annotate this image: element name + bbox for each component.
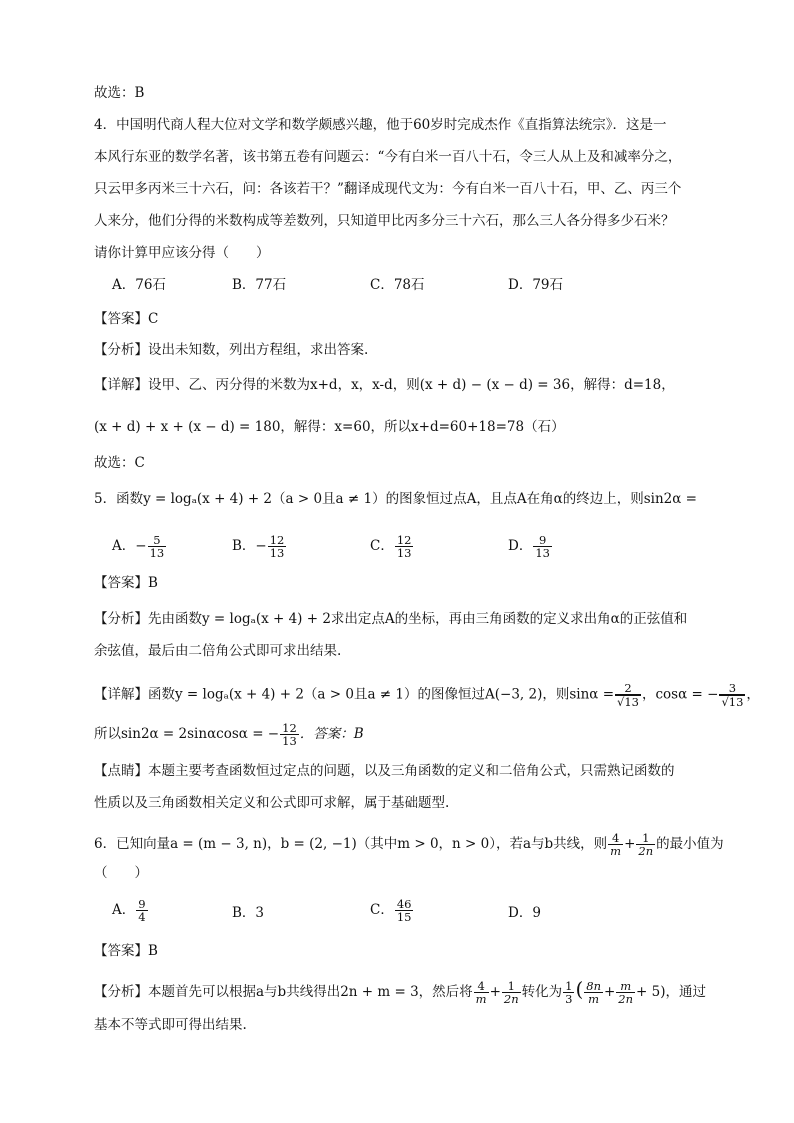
option-b	[232, 534, 287, 559]
fraction	[474, 980, 489, 1005]
answer-line: 【答案】C	[94, 311, 159, 327]
option-a	[112, 534, 167, 559]
option-label: D．	[508, 538, 533, 554]
fraction	[608, 832, 623, 857]
answer-line: 【答案】B	[94, 575, 158, 591]
option-d: D．79石	[508, 277, 564, 293]
text-line: 性质以及三角函数相关定义和公式即可求解，属于基础题型.	[94, 795, 450, 811]
option-label: C．	[370, 538, 394, 554]
denominator: 4	[138, 910, 146, 924]
question-4-line: 4．中国明代商人程大位对文学和数学颇感兴趣，他于60岁时完成杰作《直指算法统宗》．这是一	[94, 117, 667, 133]
analysis-line	[94, 977, 706, 1006]
fraction	[533, 534, 552, 559]
numerator: 5	[148, 534, 167, 547]
fraction	[502, 980, 521, 1005]
numerator: m	[616, 980, 635, 993]
fraction	[616, 980, 635, 1005]
numerator: 1	[565, 979, 573, 993]
option-c	[370, 534, 414, 559]
text-segment: 【分析】本题首先可以根据a与b共线得出2n + m = 3，然后将	[94, 984, 473, 1000]
denominator: 13	[282, 734, 297, 748]
numerator: 1	[636, 832, 655, 845]
option-d	[508, 534, 553, 559]
numerator: 12	[269, 533, 285, 547]
numerator: 12	[282, 721, 297, 735]
detail-line: (x + d) + x + (x − d) = 180，解得：x=60，所以x+d=60+18=78（石）	[94, 419, 565, 435]
text-line: 请你计算甲应该分得（ ）	[94, 245, 270, 261]
denominator: 13	[396, 546, 412, 560]
text-segment: ，	[746, 686, 760, 703]
text-segment: 【详解】函数y = logₐ(x + 4) + 2（a > 0且a ≠ 1）的图像恒过A(−3, 2)，则sinα =	[94, 686, 615, 703]
fraction	[268, 534, 287, 559]
text-segment: + 5)，通过	[636, 984, 706, 1000]
option-label: B．−	[232, 538, 267, 554]
denominator: 2n	[638, 844, 654, 858]
denominator: 13	[269, 546, 285, 560]
denominator: m	[610, 844, 622, 858]
denominator: 15	[396, 910, 412, 924]
answer-line: 【答案】B	[94, 943, 158, 959]
fraction	[148, 534, 167, 559]
text-line: 故选：C	[94, 455, 145, 471]
text-line: 余弦值，最后由二倍角公式即可求出结果.	[94, 643, 342, 659]
numerator: 8n	[586, 979, 601, 993]
fraction	[719, 682, 745, 708]
denominator: 3	[565, 992, 573, 1006]
question-6-line	[94, 832, 724, 857]
option-label: C．	[370, 902, 394, 918]
option-b: B．3	[232, 905, 265, 921]
text-segment: +	[624, 836, 636, 852]
text-segment: +	[489, 984, 501, 1000]
numerator: 12	[396, 533, 412, 547]
numerator: 1	[502, 980, 521, 993]
fraction	[584, 980, 603, 1005]
text-line: 本风行东亚的数学名著，该书第五卷有问题云：“今有白米一百八十石，令三人从上及和减率分之，	[94, 149, 682, 165]
option-a: A．76石	[112, 277, 166, 293]
text-segment: ，cosα = −	[641, 686, 719, 703]
question-5-line: 5．函数y = logₐ(x + 4) + 2（a > 0且a ≠ 1）的图象恒过点A，且点A在角α的终边上，则sin2α =	[94, 491, 697, 507]
text-line: 基本不等式即可得出结果.	[94, 1017, 247, 1033]
text-segment: 所以sin2α = 2sinαcosα = −	[94, 726, 280, 742]
text-segment: 6．已知向量a = (m − 3, n)，b = (2, −1)（其中m > 0，n > 0），若a与b共线，则	[94, 836, 608, 852]
fraction	[395, 534, 414, 559]
numerator: 2	[615, 682, 641, 695]
numerator: 3	[719, 682, 745, 695]
text-segment: 转化为	[521, 984, 563, 1000]
fraction	[280, 722, 299, 747]
fraction	[615, 682, 641, 708]
analysis-line: 【分析】设出未知数，列出方程组，求出答案.	[94, 342, 369, 358]
numerator: 4	[474, 980, 489, 993]
option-label: A．−	[112, 538, 147, 554]
numerator: 4	[608, 832, 623, 845]
text-line: 只云甲多丙米三十六石，问：各该若干？”翻译成现代文为：今有白米一百八十石，甲、乙、丙三个	[94, 181, 682, 197]
fraction	[136, 898, 147, 923]
option-c: C．78石	[370, 277, 425, 293]
option-a	[112, 898, 149, 923]
denominator: m	[475, 992, 487, 1006]
option-c	[370, 898, 414, 923]
option-d: D．9	[508, 905, 541, 921]
fraction	[395, 898, 414, 923]
numerator: 9	[138, 897, 146, 911]
text-line: （ ）	[94, 865, 148, 881]
denominator: 13	[149, 546, 165, 560]
option-label: A．	[112, 902, 136, 918]
analysis-line: 【分析】先由函数y = logₐ(x + 4) + 2求出定点A的坐标，再由三角函数的定义求出角α的正弦值和	[94, 611, 688, 627]
fraction	[636, 832, 655, 857]
text-segment: (	[575, 977, 584, 1001]
text-line: 故选：B	[94, 85, 145, 101]
denominator: √13	[721, 695, 744, 709]
text-segment: +	[603, 984, 616, 1000]
text-line: 人来分，他们分得的米数构成等差数列，只知道甲比丙多分三十六石，那么三人各分得多少石米？	[94, 213, 675, 229]
numerator: 9	[533, 534, 552, 547]
denominator: √13	[617, 695, 639, 709]
denominator: 13	[535, 546, 550, 560]
option-b: B．77石	[232, 277, 287, 293]
fraction	[563, 980, 574, 1005]
comment-line: 【点睛】本题主要考查函数恒过定点的问题，以及三角函数的定义和二倍角公式，只需熟记函数的	[94, 763, 675, 779]
denominator: m	[588, 992, 600, 1006]
detail-line	[94, 682, 760, 708]
numerator: 46	[396, 897, 412, 911]
detail-line	[94, 722, 364, 747]
text-segment: 的最小值为	[656, 836, 724, 852]
denominator: 2n	[503, 992, 519, 1006]
detail-line: 【详解】设甲、乙、丙分得的米数为x+d，x，x-d，则(x + d) − (x − d) = 36，解得：d=18，	[94, 377, 675, 393]
denominator: 2n	[618, 992, 634, 1006]
text-segment: ．答案：B	[299, 726, 364, 742]
